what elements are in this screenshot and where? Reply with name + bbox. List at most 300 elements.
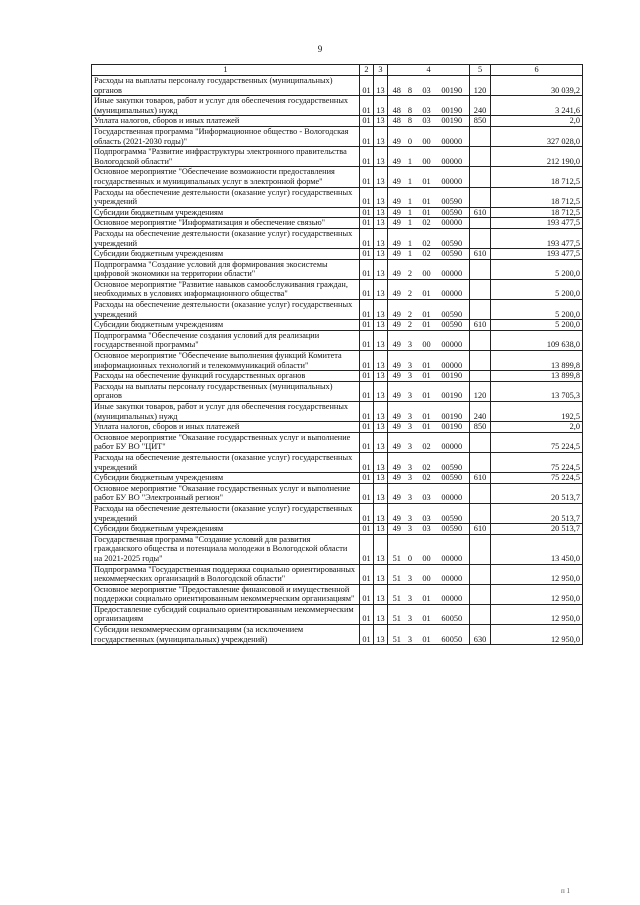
cell-sum: 2,0: [491, 116, 583, 127]
cell-direction: 00590: [437, 249, 470, 260]
cell-name: Уплата налогов, сборов и иных платежей: [92, 116, 360, 127]
cell-expense-type: [470, 187, 491, 207]
cell-subsection: 13: [374, 625, 388, 645]
cell-sum: 13 899,8: [491, 351, 583, 371]
cell-direction: 00000: [437, 534, 470, 564]
table-row: [92, 96, 583, 116]
table-row: [92, 483, 583, 503]
cell-program: 49: [388, 371, 404, 382]
cell-direction: 00590: [437, 524, 470, 535]
cell-subprogram: 1: [404, 207, 417, 218]
cell-sum: 3 241,6: [491, 96, 583, 116]
cell-section: 01: [360, 452, 374, 472]
cell-subsection: 13: [374, 452, 388, 472]
cell-name: Основное мероприятие "Предоставление финансовой и имущественной поддержки социально ориентированным некоммерческим организациям": [92, 584, 360, 604]
cell-section: 01: [360, 320, 374, 331]
cell-subprogram: 0: [404, 534, 417, 564]
cell-direction: 00000: [437, 167, 470, 187]
cell-name: Расходы на обеспечение деятельности (оказание услуг) государственных учреждений: [92, 228, 360, 248]
cell-name: Расходы на обеспечение деятельности (оказание услуг) государственных учреждений: [92, 300, 360, 320]
cell-subsection: 13: [374, 564, 388, 584]
cell-program: 49: [388, 320, 404, 331]
cell-subsection: 13: [374, 432, 388, 452]
cell-event: 01: [417, 402, 437, 422]
cell-sum: 5 200,0: [491, 279, 583, 299]
cell-section: 01: [360, 604, 374, 624]
cell-section: 01: [360, 381, 374, 401]
cell-sum: 20 513,7: [491, 503, 583, 523]
cell-program: 49: [388, 259, 404, 279]
cell-event: 00: [417, 534, 437, 564]
cell-event: 02: [417, 473, 437, 484]
cell-direction: 00590: [437, 503, 470, 523]
cell-name: Основное мероприятие "Обеспечение выполнения функций Комитета информационных технологий и телекоммуникаций области": [92, 351, 360, 371]
cell-subprogram: 8: [404, 76, 417, 96]
cell-name: Основное мероприятие "Обеспечение возможности предоставления государственных и муниципальных услуг в электронной форме": [92, 167, 360, 187]
cell-section: 01: [360, 371, 374, 382]
cell-direction: 00000: [437, 483, 470, 503]
table-body: [92, 76, 583, 645]
cell-subprogram: 8: [404, 96, 417, 116]
cell-event: 01: [417, 351, 437, 371]
cell-section: 01: [360, 228, 374, 248]
cell-expense-type: [470, 351, 491, 371]
cell-subsection: 13: [374, 473, 388, 484]
cell-subsection: 13: [374, 320, 388, 331]
cell-name: Расходы на выплаты персоналу государственных (муниципальных) органов: [92, 76, 360, 96]
cell-expense-type: [470, 218, 491, 229]
cell-subprogram: 3: [404, 452, 417, 472]
cell-subprogram: 2: [404, 320, 417, 331]
table-row: [92, 167, 583, 187]
cell-event: 03: [417, 116, 437, 127]
table-row: [92, 564, 583, 584]
cell-section: 01: [360, 300, 374, 320]
cell-event: 00: [417, 259, 437, 279]
cell-subprogram: 3: [404, 381, 417, 401]
cell-program: 49: [388, 249, 404, 260]
cell-expense-type: 120: [470, 76, 491, 96]
cell-subprogram: 1: [404, 187, 417, 207]
cell-program: 49: [388, 503, 404, 523]
cell-name: Основное мероприятие "Информатизация и обеспечение связью": [92, 218, 360, 229]
cell-section: 01: [360, 422, 374, 433]
cell-subprogram: 3: [404, 564, 417, 584]
table-row: [92, 330, 583, 350]
cell-subsection: 13: [374, 584, 388, 604]
cell-event: 01: [417, 381, 437, 401]
cell-event: 01: [417, 207, 437, 218]
cell-subprogram: 0: [404, 126, 417, 146]
cell-expense-type: 610: [470, 249, 491, 260]
cell-sum: 5 200,0: [491, 259, 583, 279]
cell-program: 49: [388, 330, 404, 350]
cell-program: 49: [388, 432, 404, 452]
header-cell-section: 2: [360, 65, 374, 76]
cell-event: 00: [417, 330, 437, 350]
cell-sum: 109 638,0: [491, 330, 583, 350]
cell-expense-type: 630: [470, 625, 491, 645]
table-row: [92, 249, 583, 260]
table-row: [92, 371, 583, 382]
cell-name: Основное мероприятие "Оказание государственных услуг и выполнение работ БУ ВО "Электронный регион": [92, 483, 360, 503]
table-row: [92, 187, 583, 207]
cell-event: 01: [417, 167, 437, 187]
cell-program: 48: [388, 76, 404, 96]
cell-name: Иные закупки товаров, работ и услуг для обеспечения государственных (муниципальных) нужд: [92, 96, 360, 116]
cell-expense-type: [470, 452, 491, 472]
cell-expense-type: 850: [470, 422, 491, 433]
cell-name: Субсидии бюджетным учреждениям: [92, 249, 360, 260]
cell-sum: 193 477,5: [491, 249, 583, 260]
cell-sum: 75 224,5: [491, 432, 583, 452]
cell-name: Субсидии бюджетным учреждениям: [92, 207, 360, 218]
cell-section: 01: [360, 116, 374, 127]
cell-direction: 00190: [437, 422, 470, 433]
cell-direction: 00000: [437, 126, 470, 146]
cell-section: 01: [360, 584, 374, 604]
cell-direction: 60050: [437, 625, 470, 645]
cell-sum: 18 712,5: [491, 207, 583, 218]
cell-name: Расходы на выплаты персоналу государственных (муниципальных) органов: [92, 381, 360, 401]
cell-expense-type: [470, 503, 491, 523]
cell-program: 49: [388, 300, 404, 320]
header-cell-expense-type: 5: [470, 65, 491, 76]
cell-event: 00: [417, 147, 437, 167]
cell-sum: 30 039,2: [491, 76, 583, 96]
cell-subprogram: 3: [404, 503, 417, 523]
cell-direction: 00190: [437, 76, 470, 96]
cell-event: 00: [417, 564, 437, 584]
cell-expense-type: 120: [470, 381, 491, 401]
cell-sum: 193 477,5: [491, 228, 583, 248]
cell-event: 01: [417, 584, 437, 604]
cell-direction: 00000: [437, 432, 470, 452]
cell-subsection: 13: [374, 524, 388, 535]
cell-direction: 00000: [437, 279, 470, 299]
cell-section: 01: [360, 259, 374, 279]
cell-expense-type: [470, 371, 491, 382]
cell-event: 03: [417, 96, 437, 116]
cell-subsection: 13: [374, 402, 388, 422]
cell-expense-type: 610: [470, 473, 491, 484]
cell-expense-type: 610: [470, 320, 491, 331]
cell-event: 00: [417, 126, 437, 146]
cell-subprogram: 3: [404, 604, 417, 624]
cell-event: 03: [417, 524, 437, 535]
cell-section: 01: [360, 330, 374, 350]
cell-event: 02: [417, 452, 437, 472]
cell-section: 01: [360, 503, 374, 523]
cell-sum: 193 477,5: [491, 218, 583, 229]
cell-section: 01: [360, 207, 374, 218]
cell-direction: 00000: [437, 351, 470, 371]
cell-direction: 00000: [437, 564, 470, 584]
cell-event: 02: [417, 432, 437, 452]
cell-event: 03: [417, 483, 437, 503]
cell-subsection: 13: [374, 351, 388, 371]
cell-subsection: 13: [374, 483, 388, 503]
cell-direction: 00590: [437, 187, 470, 207]
cell-name: Основное мероприятие "Оказание государственных услуг и выполнение работ БУ ВО "ЦИТ": [92, 432, 360, 452]
cell-expense-type: [470, 228, 491, 248]
table-row: [92, 402, 583, 422]
cell-name: Основное мероприятие "Развитие навыков самообслуживания граждан, необходимых в условиях информационного общества": [92, 279, 360, 299]
cell-expense-type: [470, 147, 491, 167]
cell-direction: 00000: [437, 259, 470, 279]
cell-expense-type: 850: [470, 116, 491, 127]
cell-expense-type: 610: [470, 524, 491, 535]
cell-subprogram: 2: [404, 300, 417, 320]
cell-subprogram: 3: [404, 422, 417, 433]
cell-section: 01: [360, 167, 374, 187]
cell-program: 51: [388, 564, 404, 584]
table-row: [92, 76, 583, 96]
cell-subsection: 13: [374, 279, 388, 299]
cell-name: Расходы на обеспечение функций государственных органов: [92, 371, 360, 382]
cell-name: Уплата налогов, сборов и иных платежей: [92, 422, 360, 433]
cell-subprogram: 1: [404, 167, 417, 187]
cell-section: 01: [360, 564, 374, 584]
cell-section: 01: [360, 432, 374, 452]
cell-section: 01: [360, 218, 374, 229]
table-row: [92, 584, 583, 604]
cell-expense-type: [470, 279, 491, 299]
cell-subsection: 13: [374, 96, 388, 116]
cell-subprogram: 1: [404, 147, 417, 167]
cell-subsection: 13: [374, 330, 388, 350]
cell-expense-type: [470, 564, 491, 584]
cell-event: 01: [417, 604, 437, 624]
header-cell-sum: 6: [491, 65, 583, 76]
cell-subsection: 13: [374, 422, 388, 433]
cell-event: 01: [417, 187, 437, 207]
cell-name: Расходы на обеспечение деятельности (оказание услуг) государственных учреждений: [92, 187, 360, 207]
cell-sum: 18 712,5: [491, 167, 583, 187]
cell-program: 51: [388, 534, 404, 564]
page-number: 9: [317, 44, 323, 54]
cell-event: 03: [417, 76, 437, 96]
cell-direction: 00590: [437, 473, 470, 484]
cell-name: Государственная программа "Создание условий для развития гражданского общества и потенциала молодежи в Вологодской области на 2021-2025 годы": [92, 534, 360, 564]
cell-subprogram: 3: [404, 584, 417, 604]
cell-section: 01: [360, 126, 374, 146]
cell-section: 01: [360, 96, 374, 116]
cell-program: 49: [388, 207, 404, 218]
cell-subsection: 13: [374, 76, 388, 96]
cell-program: 51: [388, 584, 404, 604]
cell-program: 48: [388, 96, 404, 116]
cell-section: 01: [360, 279, 374, 299]
cell-subsection: 13: [374, 207, 388, 218]
table-row: [92, 259, 583, 279]
cell-sum: 13 450,0: [491, 534, 583, 564]
cell-expense-type: 610: [470, 207, 491, 218]
cell-sum: 20 513,7: [491, 524, 583, 535]
cell-section: 01: [360, 534, 374, 564]
cell-subsection: 13: [374, 371, 388, 382]
cell-subprogram: 1: [404, 249, 417, 260]
table-row: [92, 381, 583, 401]
cell-subsection: 13: [374, 228, 388, 248]
cell-direction: 00590: [437, 320, 470, 331]
budget-table: [91, 64, 583, 645]
cell-subprogram: 3: [404, 473, 417, 484]
cell-subprogram: 3: [404, 625, 417, 645]
cell-sum: 75 224,5: [491, 452, 583, 472]
cell-subprogram: 8: [404, 116, 417, 127]
cell-event: 02: [417, 228, 437, 248]
table-header-row: [92, 65, 583, 76]
cell-sum: 12 950,0: [491, 604, 583, 624]
table-row: [92, 320, 583, 331]
cell-name: Подпрограмма "Обеспечение создания условий для реализации государственной программы": [92, 330, 360, 350]
cell-name: Расходы на обеспечение деятельности (оказание услуг) государственных учреждений: [92, 452, 360, 472]
cell-direction: 00590: [437, 300, 470, 320]
cell-event: 03: [417, 503, 437, 523]
cell-sum: 12 950,0: [491, 564, 583, 584]
cell-direction: 00000: [437, 584, 470, 604]
cell-program: 49: [388, 126, 404, 146]
cell-direction: 00590: [437, 207, 470, 218]
cell-sum: 12 950,0: [491, 584, 583, 604]
table-row: [92, 116, 583, 127]
cell-program: 49: [388, 524, 404, 535]
table-row: [92, 351, 583, 371]
cell-name: Подпрограмма "Создание условий для формирования экосистемы цифровой экономики на территории области": [92, 259, 360, 279]
cell-direction: 00190: [437, 381, 470, 401]
header-cell-target-article: 4: [388, 65, 470, 76]
cell-program: 51: [388, 625, 404, 645]
cell-name: Подпрограмма "Развитие инфраструктуры электронного правительства Вологодской области": [92, 147, 360, 167]
cell-sum: 12 950,0: [491, 625, 583, 645]
cell-section: 01: [360, 473, 374, 484]
cell-expense-type: [470, 259, 491, 279]
cell-expense-type: [470, 584, 491, 604]
table-row: [92, 300, 583, 320]
cell-sum: 192,5: [491, 402, 583, 422]
cell-subprogram: 3: [404, 330, 417, 350]
cell-subprogram: 2: [404, 279, 417, 299]
cell-sum: 75 224,5: [491, 473, 583, 484]
cell-subsection: 13: [374, 249, 388, 260]
cell-program: 51: [388, 604, 404, 624]
cell-event: 02: [417, 218, 437, 229]
cell-event: 01: [417, 625, 437, 645]
cell-sum: 5 200,0: [491, 320, 583, 331]
cell-subsection: 13: [374, 534, 388, 564]
cell-event: 01: [417, 300, 437, 320]
table-row: [92, 452, 583, 472]
table-row: [92, 147, 583, 167]
cell-sum: 212 190,0: [491, 147, 583, 167]
cell-name: Иные закупки товаров, работ и услуг для обеспечения государственных (муниципальных) нужд: [92, 402, 360, 422]
cell-direction: 00000: [437, 330, 470, 350]
table-row: [92, 534, 583, 564]
cell-program: 49: [388, 218, 404, 229]
cell-program: 48: [388, 116, 404, 127]
cell-program: 49: [388, 483, 404, 503]
cell-program: 49: [388, 452, 404, 472]
cell-subsection: 13: [374, 147, 388, 167]
cell-expense-type: 240: [470, 96, 491, 116]
cell-name: Расходы на обеспечение деятельности (оказание услуг) государственных учреждений: [92, 503, 360, 523]
cell-section: 01: [360, 524, 374, 535]
cell-expense-type: [470, 534, 491, 564]
cell-name: Предоставление субсидий социально ориентированным некоммерческим организациям: [92, 604, 360, 624]
cell-event: 01: [417, 279, 437, 299]
cell-expense-type: [470, 300, 491, 320]
cell-program: 49: [388, 167, 404, 187]
cell-subprogram: 3: [404, 432, 417, 452]
cell-name: Субсидии бюджетным учреждениям: [92, 320, 360, 331]
table-row: [92, 503, 583, 523]
cell-direction: 00000: [437, 147, 470, 167]
table-row: [92, 207, 583, 218]
cell-section: 01: [360, 402, 374, 422]
cell-sum: 18 712,5: [491, 187, 583, 207]
cell-name: Государственная программа "Информационное общество - Вологодская область (2021-2030 годы)": [92, 126, 360, 146]
cell-program: 49: [388, 351, 404, 371]
cell-direction: 00190: [437, 371, 470, 382]
cell-name: Подпрограмма "Государственная поддержка социально ориентированных некоммерческих организаций в Вологодской области": [92, 564, 360, 584]
cell-section: 01: [360, 483, 374, 503]
cell-program: 49: [388, 279, 404, 299]
cell-program: 49: [388, 187, 404, 207]
table-row: [92, 279, 583, 299]
cell-program: 49: [388, 473, 404, 484]
cell-subprogram: 2: [404, 259, 417, 279]
cell-subsection: 13: [374, 218, 388, 229]
cell-subsection: 13: [374, 167, 388, 187]
cell-direction: 00590: [437, 452, 470, 472]
table-row: [92, 422, 583, 433]
cell-program: 49: [388, 381, 404, 401]
cell-event: 01: [417, 320, 437, 331]
cell-sum: 20 513,7: [491, 483, 583, 503]
cell-direction: 00190: [437, 402, 470, 422]
cell-subsection: 13: [374, 381, 388, 401]
cell-expense-type: [470, 483, 491, 503]
table-row: [92, 604, 583, 624]
table-row: [92, 473, 583, 484]
cell-subsection: 13: [374, 300, 388, 320]
cell-subprogram: 3: [404, 371, 417, 382]
cell-direction: 00190: [437, 116, 470, 127]
cell-expense-type: [470, 167, 491, 187]
cell-subprogram: 3: [404, 351, 417, 371]
cell-event: 01: [417, 422, 437, 433]
cell-section: 01: [360, 187, 374, 207]
cell-expense-type: [470, 432, 491, 452]
cell-subsection: 13: [374, 604, 388, 624]
cell-name: Субсидии бюджетным учреждениям: [92, 473, 360, 484]
cell-program: 49: [388, 402, 404, 422]
cell-sum: 5 200,0: [491, 300, 583, 320]
cell-event: 01: [417, 371, 437, 382]
table-row: [92, 218, 583, 229]
cell-subsection: 13: [374, 503, 388, 523]
cell-direction: 00000: [437, 218, 470, 229]
cell-subsection: 13: [374, 116, 388, 127]
cell-expense-type: [470, 126, 491, 146]
cell-subsection: 13: [374, 187, 388, 207]
cell-sum: 13 705,3: [491, 381, 583, 401]
cell-subsection: 13: [374, 259, 388, 279]
cell-name: Субсидии некоммерческим организациям (за исключением государственных (муниципальных) учреждений): [92, 625, 360, 645]
cell-subprogram: 3: [404, 483, 417, 503]
cell-subprogram: 3: [404, 402, 417, 422]
